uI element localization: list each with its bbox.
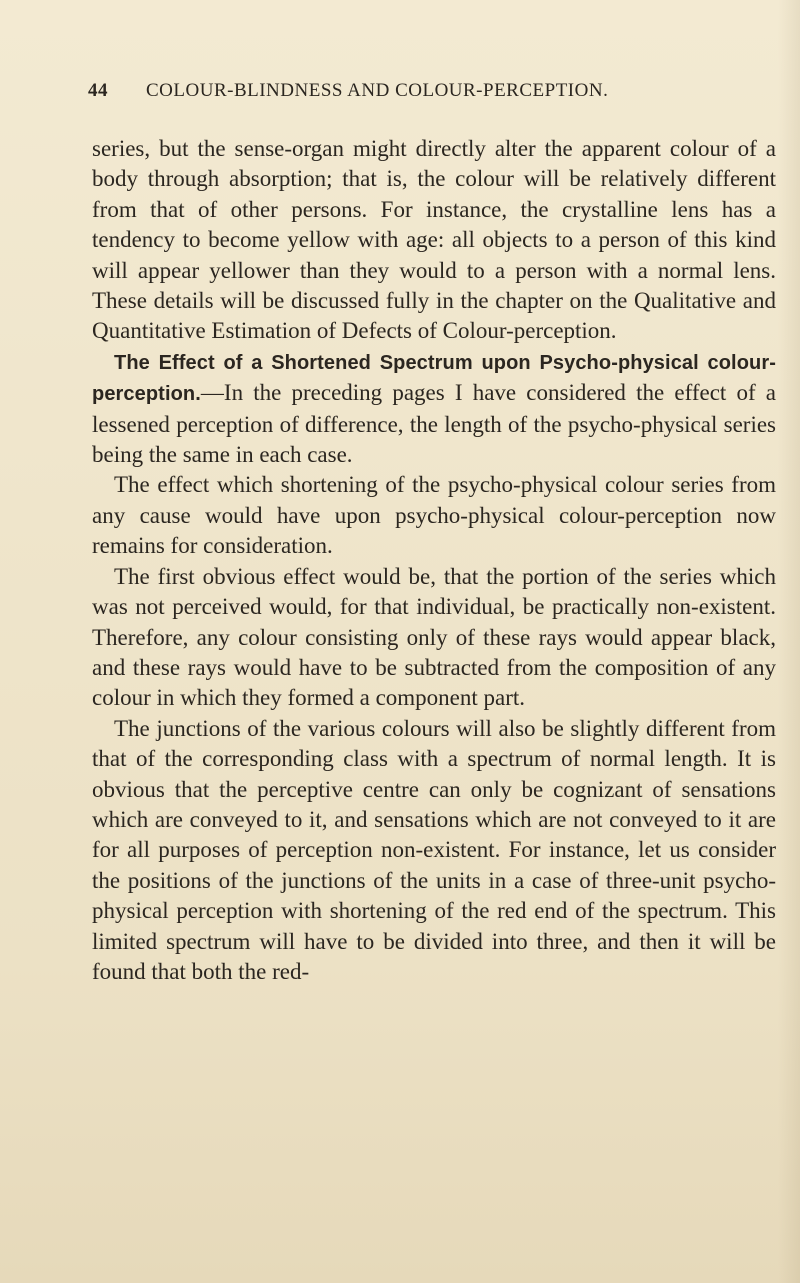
paragraph-5: The junctions of the various colours will also be slightly different from that of the corresponding class with a spectrum of normal length. It is obvious that the perceptive centre can only be cognizant of sensations which are conveyed to it, and sensations which are not conveyed to it are for all purposes of perception non-existent. For instance, let us consider the positions of the junctions of the units in a case of three-unit psycho-physical perception with shortening of the red end of the spectrum. This limited spectrum will have to be divided into three, and then it will be found that both the red- [92,715,776,984]
paragraph-1: series, but the sense-organ might directly alter the apparent colour of a body through absorption; that is, the colour will be relatively different from that of other persons. For instance, the crystalline lens has a tendency to become yellow with age: all objects to a person of this kind will appear yellower than they would to a person with a normal lens. These details will be discussed fully in the chapter on the Qualitative and Quantitative Estimation of Defects of Colour-perception. [92,136,776,344]
running-title: COLOUR-BLINDNESS AND COLOUR-PERCEPTION. [146,80,609,101]
paragraph-4: The first obvious effect would be, that the portion of the series which was not perceived would, for that individual, be practically non-existent. Therefore, any colour consisting only of these rays would appear black, and these rays would have to be subtracted from the composition of any colour in which they formed a component part. [92,563,776,711]
paragraph-2-text: —In the preceding pages I have considered the effect of a lessened perception of difference, the length of the psycho-physical series being the same in each case. [92,380,776,468]
paragraph-3: The effect which shortening of the psycho-physical colour series from any cause would have upon psycho-physical colour-perception now remains for consideration. [92,472,776,559]
page-number: 44 [88,80,108,101]
body-text [92,134,776,987]
section-heading: The Effect of a Shortened Spectrum upon Psycho-physical colour-perception. [92,351,776,406]
running-head [88,80,778,102]
paragraph-2 [92,347,776,471]
